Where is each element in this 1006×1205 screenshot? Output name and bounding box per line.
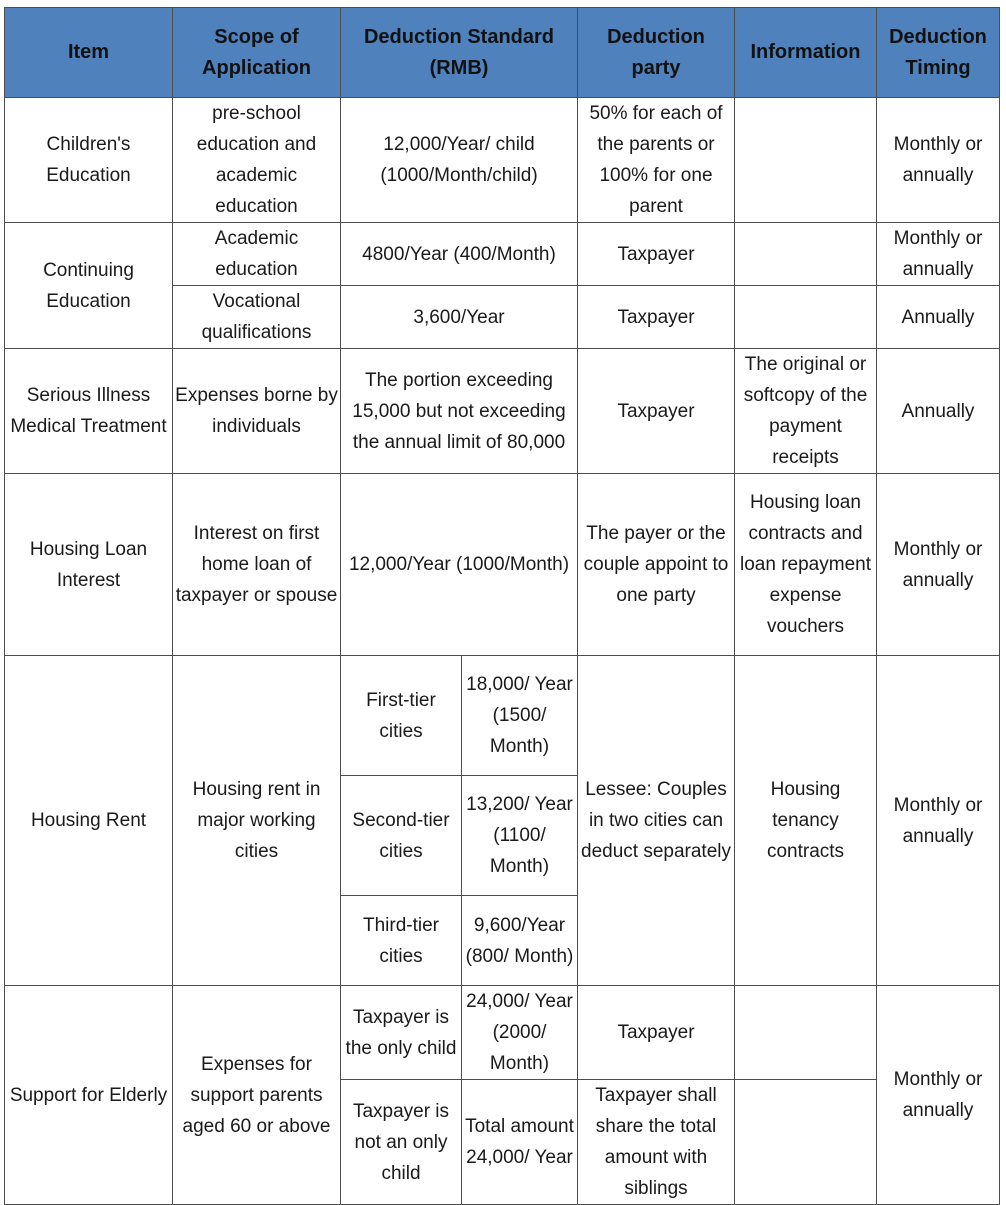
condition-cell: Taxpayer is not an only child	[341, 1080, 462, 1205]
tier-amount-cell: 13,200/ Year (1100/ Month)	[462, 776, 578, 896]
amount-cell: 24,000/ Year (2000/ Month)	[462, 986, 578, 1080]
standard-cell: 12,000/Year (1000/Month)	[341, 474, 578, 656]
header-item: Item	[5, 8, 173, 98]
scope-cell: Expenses borne by individuals	[173, 349, 341, 474]
table-row	[5, 98, 1000, 223]
tier-cell: Second-tier cities	[341, 776, 462, 896]
table-row	[5, 223, 1000, 286]
table-row	[5, 474, 1000, 656]
party-cell: Taxpayer	[578, 223, 735, 286]
header-scope: Scope of Application	[173, 8, 341, 98]
tier-cell: First-tier cities	[341, 656, 462, 776]
scope-cell: pre-school education and academic education	[173, 98, 341, 223]
item-cell: Serious Illness Medical Treatment	[5, 349, 173, 474]
information-cell	[735, 986, 877, 1080]
item-cell: Support for Elderly	[5, 986, 173, 1205]
deduction-table-container	[4, 7, 1000, 1205]
information-cell	[735, 286, 877, 349]
scope-cell: Interest on first home loan of taxpayer or spouse	[173, 474, 341, 656]
scope-cell: Expenses for support parents aged 60 or above	[173, 986, 341, 1205]
party-cell: Taxpayer	[578, 986, 735, 1080]
item-cell: Housing Loan Interest	[5, 474, 173, 656]
table-row	[5, 349, 1000, 474]
header-standard: Deduction Standard (RMB)	[341, 8, 578, 98]
standard-cell: 4800/Year (400/Month)	[341, 223, 578, 286]
standard-cell: The portion exceeding 15,000 but not exceeding the annual limit of 80,000	[341, 349, 578, 474]
scope-cell: Vocational qualifications	[173, 286, 341, 349]
item-cell: Children's Education	[5, 98, 173, 223]
table-row	[5, 986, 1000, 1080]
party-cell: Taxpayer shall share the total amount with siblings	[578, 1080, 735, 1205]
information-cell: Housing tenancy contracts	[735, 656, 877, 986]
amount-cell: Total amount 24,000/ Year	[462, 1080, 578, 1205]
information-cell	[735, 98, 877, 223]
timing-cell: Annually	[877, 286, 1000, 349]
information-cell	[735, 223, 877, 286]
item-cell: Housing Rent	[5, 656, 173, 986]
scope-cell: Academic education	[173, 223, 341, 286]
tier-amount-cell: 9,600/Year (800/ Month)	[462, 896, 578, 986]
party-cell: Lessee: Couples in two cities can deduct separately	[578, 656, 735, 986]
header-party: Deduction party	[578, 8, 735, 98]
standard-cell: 12,000/Year/ child (1000/Month/child)	[341, 98, 578, 223]
table-row	[5, 656, 1000, 776]
header-information: Information	[735, 8, 877, 98]
tier-cell: Third-tier cities	[341, 896, 462, 986]
deduction-table	[4, 7, 1000, 1205]
condition-cell: Taxpayer is the only child	[341, 986, 462, 1080]
timing-cell: Monthly or annually	[877, 656, 1000, 986]
information-cell	[735, 1080, 877, 1205]
party-cell: The payer or the couple appoint to one party	[578, 474, 735, 656]
scope-cell: Housing rent in major working cities	[173, 656, 341, 986]
timing-cell: Monthly or annually	[877, 474, 1000, 656]
item-cell: Continuing Education	[5, 223, 173, 349]
timing-cell: Monthly or annually	[877, 98, 1000, 223]
information-cell: The original or softcopy of the payment receipts	[735, 349, 877, 474]
information-cell: Housing loan contracts and loan repayment expense vouchers	[735, 474, 877, 656]
standard-cell: 3,600/Year	[341, 286, 578, 349]
tier-amount-cell: 18,000/ Year (1500/ Month)	[462, 656, 578, 776]
party-cell: 50% for each of the parents or 100% for one parent	[578, 98, 735, 223]
header-timing: Deduction Timing	[877, 8, 1000, 98]
timing-cell: Annually	[877, 349, 1000, 474]
timing-cell: Monthly or annually	[877, 223, 1000, 286]
party-cell: Taxpayer	[578, 349, 735, 474]
timing-cell: Monthly or annually	[877, 986, 1000, 1205]
party-cell: Taxpayer	[578, 286, 735, 349]
header-row	[5, 8, 1000, 98]
